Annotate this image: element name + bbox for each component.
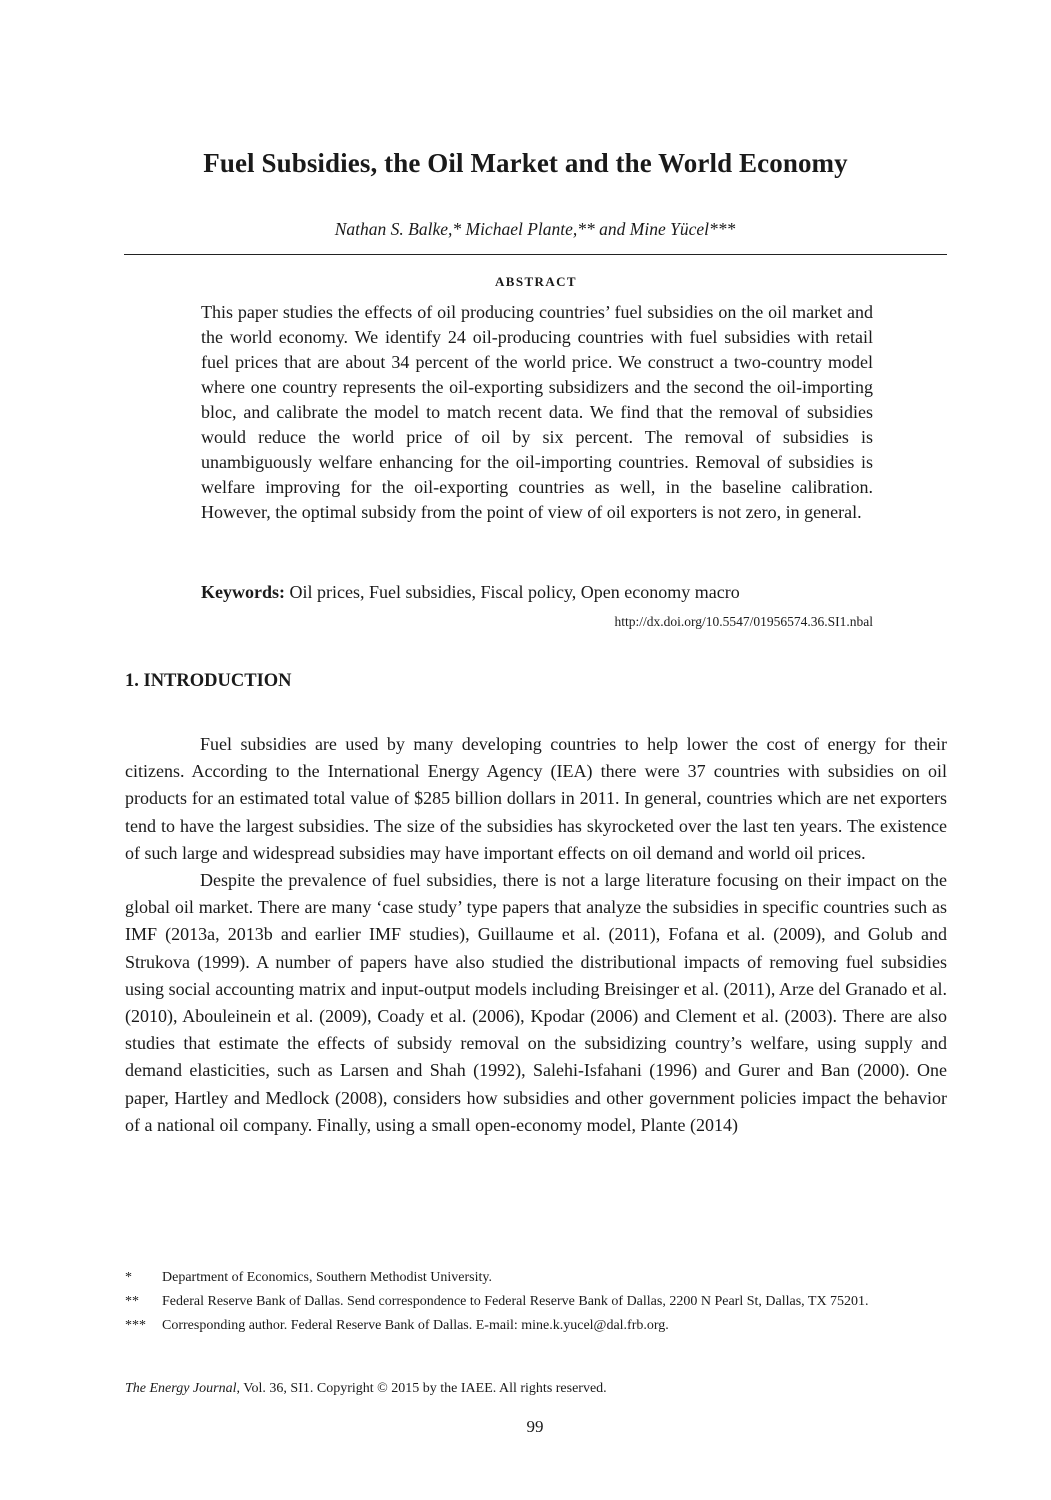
footnote [125,1315,947,1336]
footnote [125,1291,947,1312]
footnote-text: Corresponding author. Federal Reserve Bank of Dallas. E-mail: mine.k.yucel@dal.frb.org. [162,1318,669,1333]
journal-details: , Vol. 36, SI1. Copyright © 2015 by the IAEE. All rights reserved. [236,1381,607,1396]
abstract-text: This paper studies the effects of oil producing countries’ fuel subsidies on the oil market and the world economy. We identify 24 oil-producing countries with fuel subsidies with retail fuel prices that are about 34 percent of the world price. We construct a two-country model where one country represents the oil-exporting subsidizers and the second the oil-importing bloc, and calibrate the model to match recent data. We find that the removal of subsidies would reduce the world price of oil by six percent. The removal of subsidies is unambiguously welfare enhancing for the oil-importing countries. Removal of subsidies is welfare improving for the oil-exporting countries as well, in the baseline calibration. However, the optimal subsidy from the point of view of oil exporters is not zero, in general. [201,302,873,522]
journal-citation [125,1381,947,1397]
footnote-text: Department of Economics, Southern Methodist University. [162,1270,492,1285]
page-number: 99 [526,1417,544,1436]
doi-link[interactable]: http://dx.doi.org/10.5547/01956574.36.SI1.nbal [614,614,873,629]
footnote [125,1267,947,1288]
footnote-mark: ** [125,1294,139,1309]
body-paragraph: Despite the prevalence of fuel subsidies, there is not a large literature focusing on their impact on the global oil market. There are many ‘case study’ type papers that analyze the subsidies in specific countries such as IMF (2013a, 2013b and earlier IMF studies), Guillaume et al. (2011), Fofana et al. (2009), and Golub and Strukova (1999). A number of papers have also studied the distributional impacts of removing fuel subsidies using social accounting matrix and input-output models including Breisinger et al. (2011), Arze del Granado et al. (2010), Abouleinein et al. (2009), Coady et al. (2006), Kpodar (2006) and Clement et al. (2003). There are also studies that estimate the effects of subsidy removal on the subsidizing country’s welfare, using supply and demand elasticities, such as Larsen and Shah (1992), Salehi-Isfahani (1996) and Gurer and Ban (2000). One paper, Hartley and Medlock (2008), considers how subsidies and other government policies impact the behavior of a national oil company. Finally, using a small open-economy model, Plante (2014) [125,870,947,1135]
section-heading: 1. INTRODUCTION [125,671,292,691]
body-paragraph: Fuel subsidies are used by many developing countries to help lower the cost of energy for their citizens. According to the International Energy Agency (IEA) there were 37 countries with subsidies on oil products for an estimated total value of $285 billion dollars in 2011. In general, countries which are net exporters tend to have the largest subsidies. The size of the subsidies has skyrocketed over the last ten years. The existence of such large and widespread subsidies may have important effects on oil demand and world oil prices. [125,734,947,863]
header-divider [124,254,947,255]
paper-title: Fuel Subsidies, the Oil Market and the World Economy [203,148,848,178]
journal-name: The Energy Journal [125,1381,237,1396]
footnote-text: Federal Reserve Bank of Dallas. Send correspondence to Federal Reserve Bank of Dallas, 2200 N Pearl St, Dallas, TX 75201. [162,1294,869,1309]
keywords-label: Keywords: [201,582,285,602]
section-body [125,731,947,1139]
abstract-heading: ABSTRACT [495,274,577,289]
keywords-list: Oil prices, Fuel subsidies, Fiscal policy, Open economy macro [289,582,740,602]
author-list: Nathan S. Balke,* Michael Plante,** and Mine Yücel*** [334,219,736,239]
footnote-mark: * [125,1270,132,1285]
footnotes [125,1267,947,1339]
keywords-line [201,580,881,605]
footnote-mark: *** [125,1318,146,1333]
